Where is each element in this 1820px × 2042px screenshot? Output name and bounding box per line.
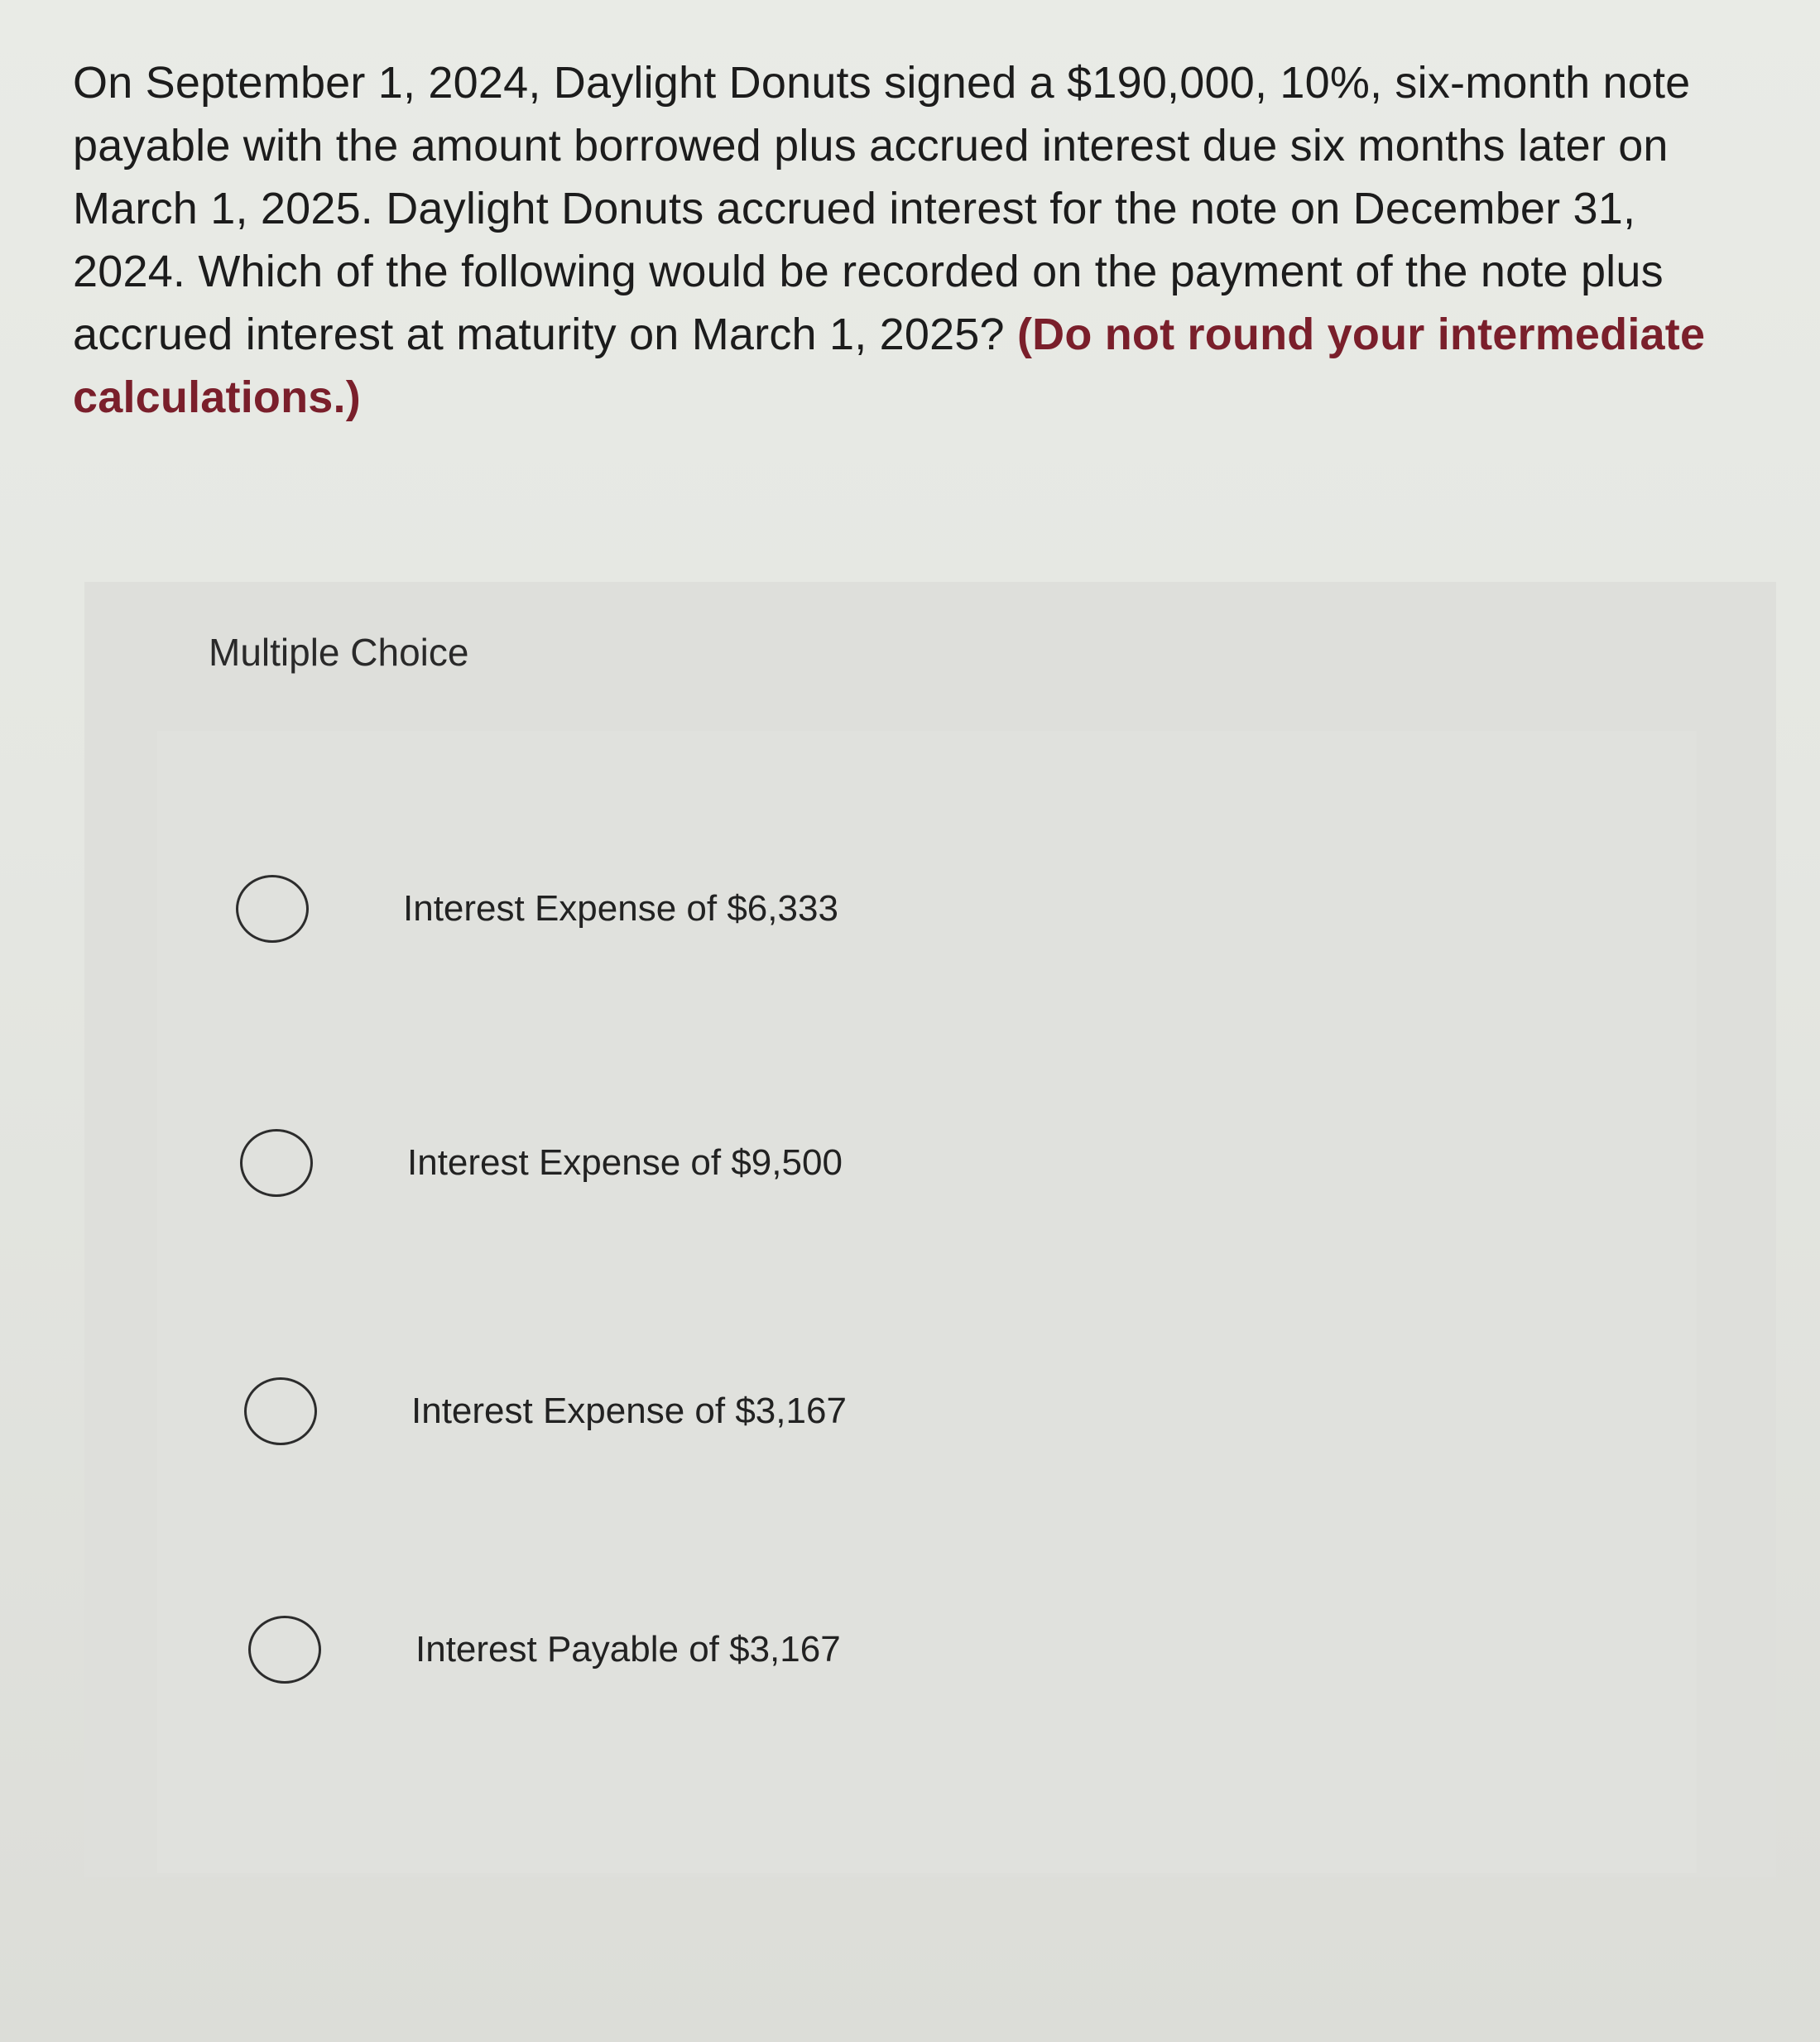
- option-4-label: Interest Payable of $3,167: [415, 1629, 841, 1670]
- option-2-label: Interest Expense of $9,500: [407, 1142, 843, 1183]
- question-text-block: [73, 51, 1753, 429]
- multiple-choice-label: Multiple Choice: [209, 631, 469, 674]
- option-3[interactable]: [244, 1366, 1651, 1457]
- option-4[interactable]: [248, 1604, 1655, 1695]
- radio-button-icon[interactable]: [244, 1377, 317, 1445]
- option-1-label: Interest Expense of $6,333: [403, 888, 838, 929]
- question-text: On September 1, 2024, Daylight Donuts signed a $190,000, 10%, six-month note payable with the amount borrowed plus accrued interest due six months later on March 1, 2025. Daylight Donuts accrued interest for the note on December 31, 2024. Which of the following would be recorded on the payment of the note plus accrued interest at maturity on March 1, 2025?: [73, 58, 1691, 359]
- radio-button-icon[interactable]: [248, 1616, 321, 1684]
- question-instruction: (Do not round your intermediate calculations.): [73, 310, 1706, 422]
- option-1[interactable]: [236, 863, 1643, 954]
- radio-button-icon[interactable]: [236, 875, 309, 943]
- option-2[interactable]: [240, 1117, 1647, 1208]
- radio-button-icon[interactable]: [240, 1129, 313, 1197]
- option-3-label: Interest Expense of $3,167: [411, 1391, 847, 1431]
